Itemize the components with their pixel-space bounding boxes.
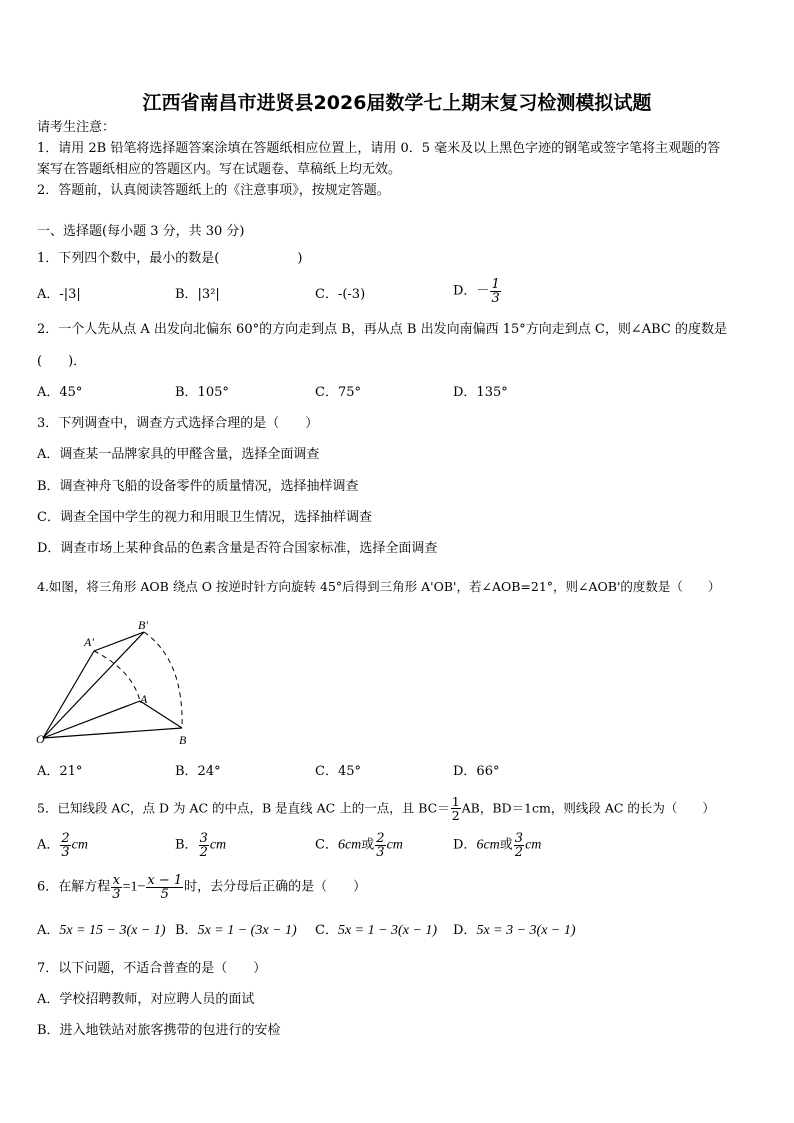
fraction (146, 874, 183, 901)
question-5-stem (37, 795, 715, 822)
or-word: 或 (361, 837, 375, 853)
question-6-stem-pre: 6．在解方程 (37, 879, 111, 895)
exam-title: 江西省南昌市进贤县2026届数学七上期末复习检测模拟试题 (142, 92, 652, 114)
fraction-numerator: 1 (451, 794, 460, 809)
equation: 5x = 3 − 3(x − 1) (476, 923, 576, 938)
equation: 5x = 1 − 3(x − 1) (337, 923, 438, 938)
fraction (490, 278, 500, 305)
notice-item-1-line-1: 1．请用 2B 铅笔将选择题答案涂填在答题纸相应位置上，请用 0．5 毫米及以上黑色字迹的钢笔或签字笔将主观题的答 (37, 141, 721, 156)
label-b-prime: B' (138, 618, 148, 632)
option-label: D． (453, 923, 477, 938)
equation: 5x = 1 − (3x − 1) (197, 923, 297, 938)
option-label: C． (315, 923, 338, 938)
question-3-option-b: B．调查神舟飞船的设备零件的质量情况，选择抽样调查 (37, 479, 359, 494)
question-6-option-a (37, 923, 165, 939)
question-6-option-c (315, 923, 437, 939)
equation: 5x = 15 − 3(x − 1) (59, 923, 166, 938)
question-1-option-d (453, 278, 502, 305)
fraction-numerator: 3 (514, 831, 524, 846)
question-1-option-d-prefix: D．－ (453, 283, 490, 299)
question-2-option-a: A．45° (37, 385, 83, 400)
question-2-option-c: C．75° (315, 385, 361, 400)
question-4-option-d: D．66° (453, 764, 500, 779)
arc-a-to-a-prime (94, 651, 140, 701)
fraction-numerator: 1 (491, 277, 500, 292)
question-6-option-d (453, 923, 576, 939)
fraction (375, 832, 385, 859)
question-5-option-c (315, 832, 403, 859)
notice-item-1-line-2: 案写在答题纸相应的答题区内。写在试题卷、草稿纸上均无效。 (37, 162, 402, 177)
question-3-option-c: C．调查全国中学生的视力和用眼卫生情况，选择抽样调查 (37, 510, 372, 525)
question-2-option-d: D．135° (453, 385, 508, 400)
question-6-stem (37, 874, 366, 901)
fraction (60, 832, 70, 859)
value: 6cm (337, 837, 362, 853)
unit: cm (386, 837, 403, 853)
question-4-option-c: C．45° (315, 764, 361, 779)
question-7-option-b: B．进入地铁站对旅客携带的包进行的安检 (37, 1023, 281, 1038)
or-word: 或 (499, 837, 513, 853)
question-2-option-b: B．105° (175, 385, 229, 400)
fraction-numerator: 2 (61, 831, 70, 846)
equation-middle: =1− (122, 879, 146, 895)
option-label: A． (37, 923, 60, 938)
question-5-option-d (453, 832, 541, 859)
notice-item-2: 2．答题前，认真阅读答题纸上的《注意事项》，按规定答题。 (37, 183, 390, 198)
question-5-stem-pre: 5．已知线段 AC，点 D 为 AC 的中点，B 是直线 AC 上的一点，且 BC＝ (37, 800, 450, 816)
unit: cm (525, 837, 542, 853)
label-o: O (36, 732, 45, 746)
fraction (514, 832, 524, 859)
notice-heading: 请考生注意： (37, 120, 116, 135)
fraction-denominator: 3 (61, 845, 70, 860)
option-label: A． (37, 837, 60, 853)
fraction-denominator: 2 (514, 845, 524, 860)
segment-a-prime-b-prime (94, 632, 144, 651)
fraction (111, 874, 121, 901)
fraction-numerator: 2 (376, 831, 385, 846)
fraction-denominator: 5 (160, 887, 169, 902)
question-5-option-b (175, 832, 226, 859)
question-3-option-d: D．调查市场上某种食品的色素含量是否符合国家标准，选择全面调查 (37, 541, 438, 556)
fraction-numerator: 3 (199, 831, 208, 846)
question-1-stem: 1．下列四个数中，最小的数是( ) (37, 251, 303, 266)
fraction (199, 832, 209, 859)
option-label: B． (175, 923, 198, 938)
fraction-denominator: 2 (451, 808, 460, 823)
label-a-prime: A' (84, 635, 94, 649)
question-2-stem-line-2: ( )． (37, 354, 87, 369)
question-7-option-a: A．学校招聘教师，对应聘人员的面试 (37, 992, 255, 1007)
option-label: C． (315, 837, 338, 853)
segment-oa-prime (43, 651, 94, 738)
question-3-option-a: A．调查某一品牌家具的甲醛含量，选择全面调查 (37, 447, 320, 462)
fraction-numerator: x (112, 873, 121, 888)
rotation-figure (34, 615, 194, 750)
fraction-denominator: 3 (376, 845, 385, 860)
label-b: B (179, 733, 187, 747)
question-5-option-a (37, 832, 88, 859)
fraction-denominator: 2 (199, 845, 208, 860)
fraction (451, 795, 461, 822)
value: 6cm (476, 837, 500, 853)
question-1-option-b: B．|3²| (175, 287, 220, 302)
question-6-stem-post: 时，去分母后正确的是（ ） (184, 879, 367, 895)
question-6-option-b (175, 923, 297, 939)
question-4-option-a: A．21° (37, 764, 83, 779)
question-7-stem: 7．以下问题，不适合普查的是（ ） (37, 961, 267, 976)
option-label: D． (453, 837, 477, 853)
fraction-denominator: 3 (112, 887, 121, 902)
question-5-stem-post: AB，BD＝1cm，则线段 AC 的长为（ ） (461, 800, 715, 816)
unit: cm (209, 837, 227, 853)
question-4-stem: 4.如图，将三角形 AOB 绕点 O 按逆时针方向旋转 45°后得到三角形 A'OB'，若∠AOB=21°，则∠AOB'的度数是（ ） (37, 579, 721, 594)
label-a: A (140, 692, 148, 706)
option-label: B． (175, 837, 198, 853)
unit: cm (71, 837, 88, 853)
arc-b-to-b-prime (144, 632, 182, 728)
question-2-stem-line-1: 2．一个人先从点 A 出发向北偏东 60°的方向走到点 B，再从点 B 出发向南偏西 15°方向走到点 C，则∠ABC 的度数是 (37, 322, 728, 337)
section-heading: 一、选择题(每小题 3 分，共 30 分) (37, 224, 245, 239)
fraction-numerator: x − 1 (147, 873, 183, 888)
question-1-option-a: A．-|3| (37, 287, 81, 302)
question-4-option-b: B．24° (175, 764, 221, 779)
question-3-stem: 3．下列调查中，调查方式选择合理的是（ ） (37, 416, 319, 431)
question-1-option-c: C．-(-3) (315, 287, 366, 302)
fraction-denominator: 3 (491, 291, 500, 306)
